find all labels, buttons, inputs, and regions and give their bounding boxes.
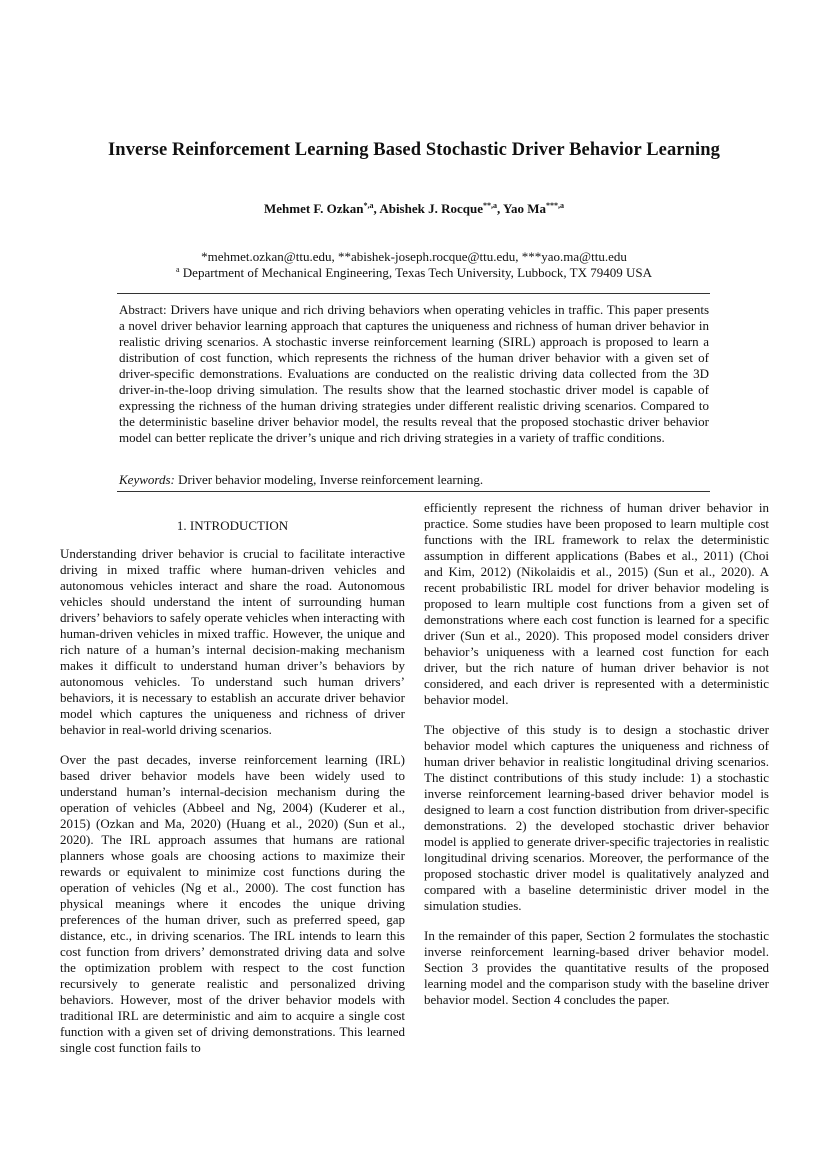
author-list <box>0 201 828 217</box>
keywords-label: Keywords: <box>119 472 175 487</box>
author-separator: , <box>497 201 504 216</box>
abstract <box>119 302 709 446</box>
abstract-top-rule <box>117 293 710 294</box>
paragraph: Understanding driver behavior is crucial to facilitate interactive driving in mixed traffic where human-driven vehicles and autonomous vehicles interact and share the road. Autonomous vehicles should understand the intent of surrounding human drivers’ behaviors to safely operate vehicles when interacting with human-driven vehicles in mixed traffic. However, the unique and rich nature of a human’s internal decision-making mechanism makes it difficult to understand human driver’s behaviors by autonomous vehicles. To understand such human drivers’ behaviors, it is necessary to establish an accurate driver behavior model which captures the uniqueness and richness of driver behavior in real-world driving scenarios. <box>60 546 405 737</box>
paragraph: Over the past decades, inverse reinforcement learning (IRL) based driver behavior models have been widely used to understand human’s internal-decision mechanism during the operation of vehicles (Abbeel and Ng, 2004) (Kuderer et al., 2015) (Ozkan and Ma, 2020) (Huang et al., 2020) (Sun et al., 2020). The IRL approach assumes that humans are rational planners whose goals are choosing actions to maximize their rewards or equivalent to minimize cost functions during the operation of vehicles (Ng et al., 2000). The cost function has physical meanings where it encodes the unique driving preferences of the human driver, such as preferred speed, gap distance, etc., in driving scenarios. The IRL intends to learn this cost function from drivers’ demonstrated driving data and solve the optimization problem with respect to the cost function recursively to generate realistic and personalized driving behaviors. However, most of the driver behavior models with traditional IRL are deterministic and aim to acquire a single cost function with a given set of driving demonstrations. This learned single cost function fails to <box>60 752 405 1055</box>
keywords <box>119 472 709 488</box>
section-heading: 1. INTRODUCTION <box>176 518 289 533</box>
paragraph: The objective of this study is to design a stochastic driver behavior model which captures the uniqueness and richness of human driver behavior in realistic longitudinal driving scenarios. The distinct contributions of this study include: 1) a stochastic inverse reinforcement learning-based driver behavior model is designed to learn a cost function distribution from driver-specific demonstrations. 2) the developed stochastic driver behavior model is applied to generate driver-specific trajectories in realistic longitudinal driving scenarios. Moreover, the performance of the proposed stochastic driver model is qualitatively analyzed and compared with a baseline deterministic driver model in the simulation studies. <box>424 722 769 913</box>
affiliation-text: Department of Mechanical Engineering, Texas Tech University, Lubbock, TX 79409 USA <box>179 265 652 280</box>
author-marker: ***,a <box>546 201 564 210</box>
keywords-text: Driver behavior modeling, Inverse reinforcement learning. <box>174 472 484 487</box>
author-marker: **,a <box>483 201 497 210</box>
affiliation <box>0 265 828 281</box>
paper-title: Inverse Reinforcement Learning Based Stochastic Driver Behavior Learning <box>108 140 720 160</box>
right-column <box>424 500 769 1022</box>
author-emails: *mehmet.ozkan@ttu.edu, **abishek-joseph.rocque@ttu.edu, ***yao.ma@ttu.edu <box>201 249 627 264</box>
author-name: Abishek J. Rocque <box>379 201 483 216</box>
paragraph: efficiently represent the richness of human driver behavior in practice. Some studies have been proposed to learn multiple cost functions with the IRL framework to relax the deterministic assumption in different applications (Babes et al., 2011) (Choi and Kim, 2012) (Nikolaidis et al., 2015) (Sun et al., 2020). A recent probabilistic IRL model for driver behavior modeling is proposed to learn multiple cost functions from a given set of demonstrations where each cost function is learned for a specific driver (Sun et al., 2020). This proposed model considers driver behavior’s uniqueness with a learned cost function for each driver, but the rich nature of human driver behavior is not considered, and each driver is represented with a deterministic behavior model. <box>424 500 769 707</box>
author-name: Yao Ma <box>503 201 546 216</box>
author-marker: *,a <box>363 201 374 210</box>
paragraph: In the remainder of this paper, Section 2 formulates the stochastic inverse reinforcement learning-based driver behavior model. Section 3 provides the quantitative results of the proposed learning model and the comparison study with the baseline driver behavior model. Section 4 concludes the paper. <box>424 928 769 1007</box>
author-name: Mehmet F. Ozkan <box>263 201 364 216</box>
affiliation-marker: a <box>175 265 180 274</box>
author-separator: , <box>373 201 380 216</box>
left-column <box>60 512 405 1070</box>
abstract-text: Abstract: Drivers have unique and rich driving behaviors when operating vehicles in traffic. This paper presents a novel driver behavior learning approach that captures the uniqueness and richness of human driver behavior in realistic driving scenarios. A stochastic inverse reinforcement learning (SIRL) approach is proposed to learn a distribution of cost function, which represents the richness of the human driver behavior with a given set of driver-specific demonstrations. Evaluations are conducted on the realistic driving data collected from the 3D driver-in-the-loop driving simulation. The results show that the learned stochastic driver model is capable of expressing the richness of the human driving strategies under different realistic driving scenarios. Compared to the deterministic baseline driver behavior model, the results reveal that the proposed stochastic driver behavior model can better replicate the driver’s unique and rich driving strategies in a variety of traffic conditions. <box>119 302 709 445</box>
abstract-bottom-rule <box>117 491 710 492</box>
